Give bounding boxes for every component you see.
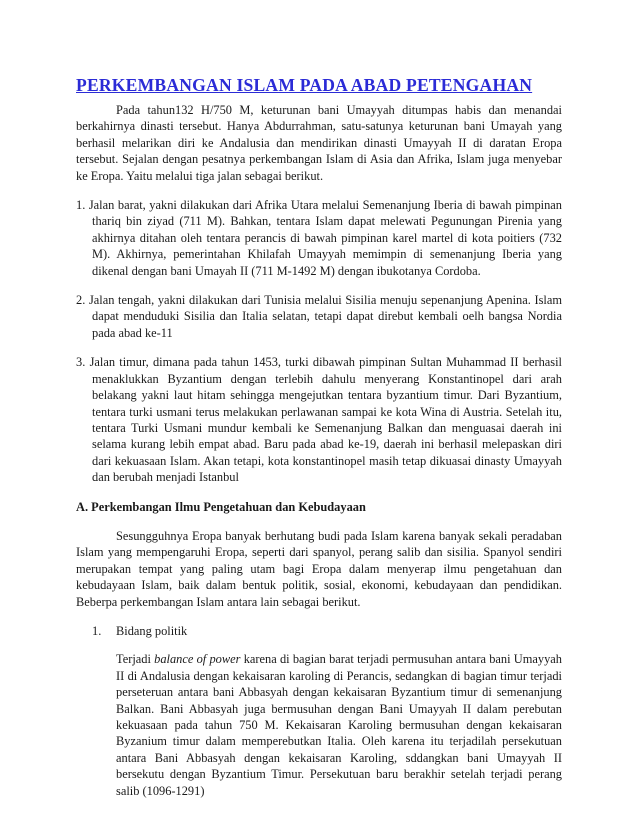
- balance-of-power-term: balance of power: [154, 652, 241, 667]
- route-item-middle: [76, 292, 562, 341]
- page-title: PERKEMBANGAN ISLAM PADA ABAD PETENGAHAN: [76, 75, 533, 95]
- subsection-body: [92, 651, 562, 799]
- subsection-title-row: [92, 623, 562, 639]
- intro-paragraph: Pada tahun132 H/750 M, keturunan bani Umayyah ditumpas habis dan menandai berkahirnya dinasti tersebut. Hanya Abdurrahman, satu-satunya keturunan bani Umayah yang berhasil melarikan diri ke Andalusia dan mendirikan dinasti Umayyah II di daratan Eropa tersebut. Sejalan dengan pesatnya perkembangan Islam di Asia dan Afrika, Islam juga menyebar ke Eropa. Yaitu melalui tiga jalan sebagai berikut.: [76, 103, 562, 183]
- subsection-lead: Terjadi: [116, 652, 151, 667]
- section-a-paragraph: Sesungguhnya Eropa banyak berhutang budi pada Islam karena banyak sekali peradaban Islam yang mempengaruhi Eropa, seperti dari spanyol, perang salib dan sisilia. Spanyol sendiri merupakan tempat yang paling utam bagi Eropa dalam menyerap ilmu pengetahuan dan kebudayaan Islam, baik dalam bentuk politik, sosial, ekonomi, kebudayaan dan pendidikan. Beberpa perkembangan Islam antara lain sebagai berikut.: [76, 528, 562, 609]
- document-page: [76, 74, 562, 799]
- route-item-west: [76, 197, 562, 279]
- route-number: 3.: [76, 355, 86, 370]
- subsection-politik: [76, 623, 562, 799]
- route-text: Jalan tengah, yakni dilakukan dari Tunisia melalui Sisilia menuju sepenanjung Apenina. Islam dapat menduduki Sisilia dan Italia selatan, tetapi dapat direbut kembali oelh bangsa Nordia pada abad ke-11: [88, 293, 562, 340]
- subsection-text: karena di bagian barat terjadi permusuhan antara bani Umayyah II di Andalusia dengan kekaisaran karoling di Perancis, sedangkan di bagian timur terjadi perseteruan antara bani Abbasyah dengan kekaisaran Byzantium timur di semenanjung Balkan. Bani Abbasyah juga bermusuhan dengan Bani Umayyah II dalam perebutan kekuasaan pada tahun 750 M. Kekaisaran Karoling bermusuhan dengan kekaisaran Byzanium timur dalam memperebutkan Italia. Oleh karena itu terjadilah persekutuan antara Bani Abbasyah dengan kekaisaran Karoling, sddangkan bani Umayyah II bersekutu dengan Byzantium Timur. Persekutuan baru berakhir setelah terjadi perang salib (1096-1291): [116, 652, 562, 798]
- section-a-heading: A. Perkembangan Ilmu Pengetahuan dan Kebudayaan: [76, 499, 366, 514]
- subsection-number: 1.: [92, 623, 102, 638]
- route-number: 1.: [76, 198, 86, 213]
- route-number: 2.: [76, 293, 86, 308]
- route-item-east: [76, 354, 562, 485]
- subsection-title: Bidang politik: [116, 623, 188, 638]
- route-text: Jalan barat, yakni dilakukan dari Afrika Utara melalui Semenanjung Iberia di bawah pimpinan thariq bin ziyad (711 M). Bahkan, tentara Islam dapat melewati Pegunungan Pirenia yang akhirnya ditahan oleh tentara perancis di bawah pimpinan karel martel di kota poitiers (732 M). Akhirnya, pemerintahan Khilafah Umayyah memimpin di semenanjung Iberia yang dikenal dengan bani Umayah II (711 M-1492 M) dengan ibukotanya Cordoba.: [88, 198, 562, 278]
- route-text: Jalan timur, dimana pada tahun 1453, turki dibawah pimpinan Sultan Muhammad II berhasil menaklukkan Byzantium dengan terlebih dahulu menyerang Konstantinopel dari arah belakang yakni laut hitam sehingga mengejutkan tentara byzantium timur. Dari Byzantium, tentara turki usmani terus melakukan perlawanan sampai ke kota Wina di Austria. Setelah itu, tentara Turki Usmani mundur kembali ke Semenanjung Balkan dan menguasai daerah ini selama kurang lebih empat abad. Baru pada abad ke-19, daerah ini berhasil melepaskan diri dari kekuasaan Islam. Akan tetapi, kota konstantinopel masih tetap dikuasai dinasty Umayyah dan berubah menjadi Istanbul: [89, 355, 562, 485]
